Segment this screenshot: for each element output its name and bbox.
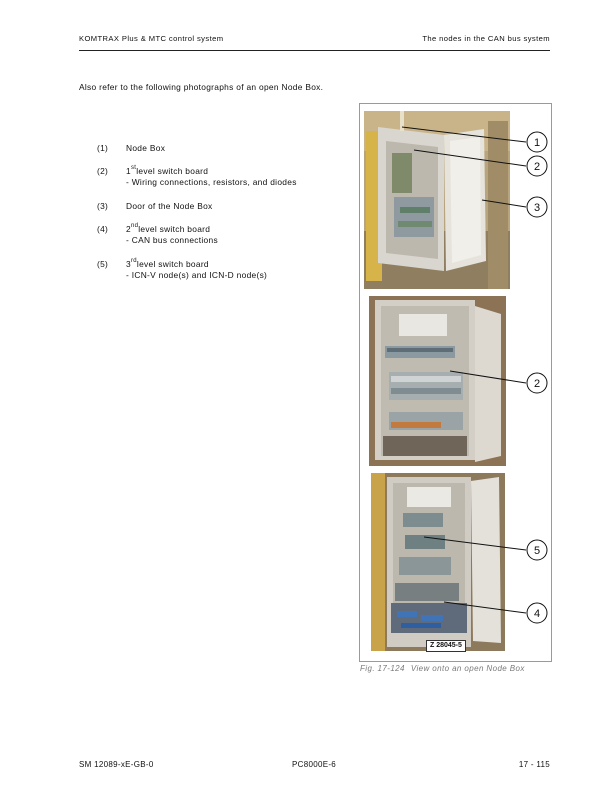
legend-number: (1) xyxy=(97,143,109,153)
legend-subtext: - Wiring connections, resistors, and diodes xyxy=(126,177,297,187)
legend-text: level switch board xyxy=(138,224,211,234)
legend-ordinal: 2 xyxy=(126,224,131,234)
figure-caption-text: View onto an open Node Box xyxy=(410,664,525,673)
callout-label: 2 xyxy=(533,161,541,173)
footer-page-number: 17 - 115 xyxy=(518,760,550,769)
legend-text: level switch board xyxy=(136,259,209,269)
legend-number: (2) xyxy=(97,166,109,176)
callout-label: 3 xyxy=(533,202,541,214)
callout-label: 2 xyxy=(533,378,541,390)
footer-model: PC8000E-6 xyxy=(292,760,337,769)
figure-code-label: Z 28045-5 xyxy=(426,640,466,652)
footer-document-id: SM 12089-xE-GB-0 xyxy=(79,760,154,769)
legend-ordinal-suffix: rd xyxy=(130,258,137,265)
callout-leader-1 xyxy=(402,127,526,142)
callout-leader-4 xyxy=(444,602,526,613)
legend-number: (5) xyxy=(97,259,109,269)
callout-leader-3 xyxy=(482,200,526,207)
legend-subtext: - CAN bus connections xyxy=(126,235,218,245)
callout-leader-2 xyxy=(414,150,526,166)
legend-ordinal-suffix: st xyxy=(130,165,137,172)
legend-number: (4) xyxy=(97,224,109,234)
legend-number: (3) xyxy=(97,201,109,211)
callout-label: 1 xyxy=(533,137,541,149)
header-right-title: The nodes in the CAN bus system xyxy=(422,34,550,43)
figure-number: Fig. 17-124 xyxy=(360,664,405,673)
legend-ordinal: 3 xyxy=(126,259,131,269)
header-left-title: KOMTRAX Plus & MTC control system xyxy=(79,34,224,43)
legend-subtext: - ICN-V node(s) and ICN-D node(s) xyxy=(126,270,268,280)
figure-caption xyxy=(360,664,531,673)
callout-leader-5 xyxy=(424,537,526,550)
intro-text: Also refer to the following photographs of an open Node Box. xyxy=(79,82,324,92)
legend-ordinal: 1 xyxy=(126,166,131,176)
legend-text: Node Box xyxy=(126,143,166,153)
legend-ordinal-suffix: nd xyxy=(130,223,139,230)
callout-leader-2b xyxy=(450,371,526,383)
legend-text: Door of the Node Box xyxy=(126,201,213,211)
callout-label: 4 xyxy=(533,608,541,620)
callout-label: 5 xyxy=(533,545,541,557)
legend-text: level switch board xyxy=(136,166,209,176)
